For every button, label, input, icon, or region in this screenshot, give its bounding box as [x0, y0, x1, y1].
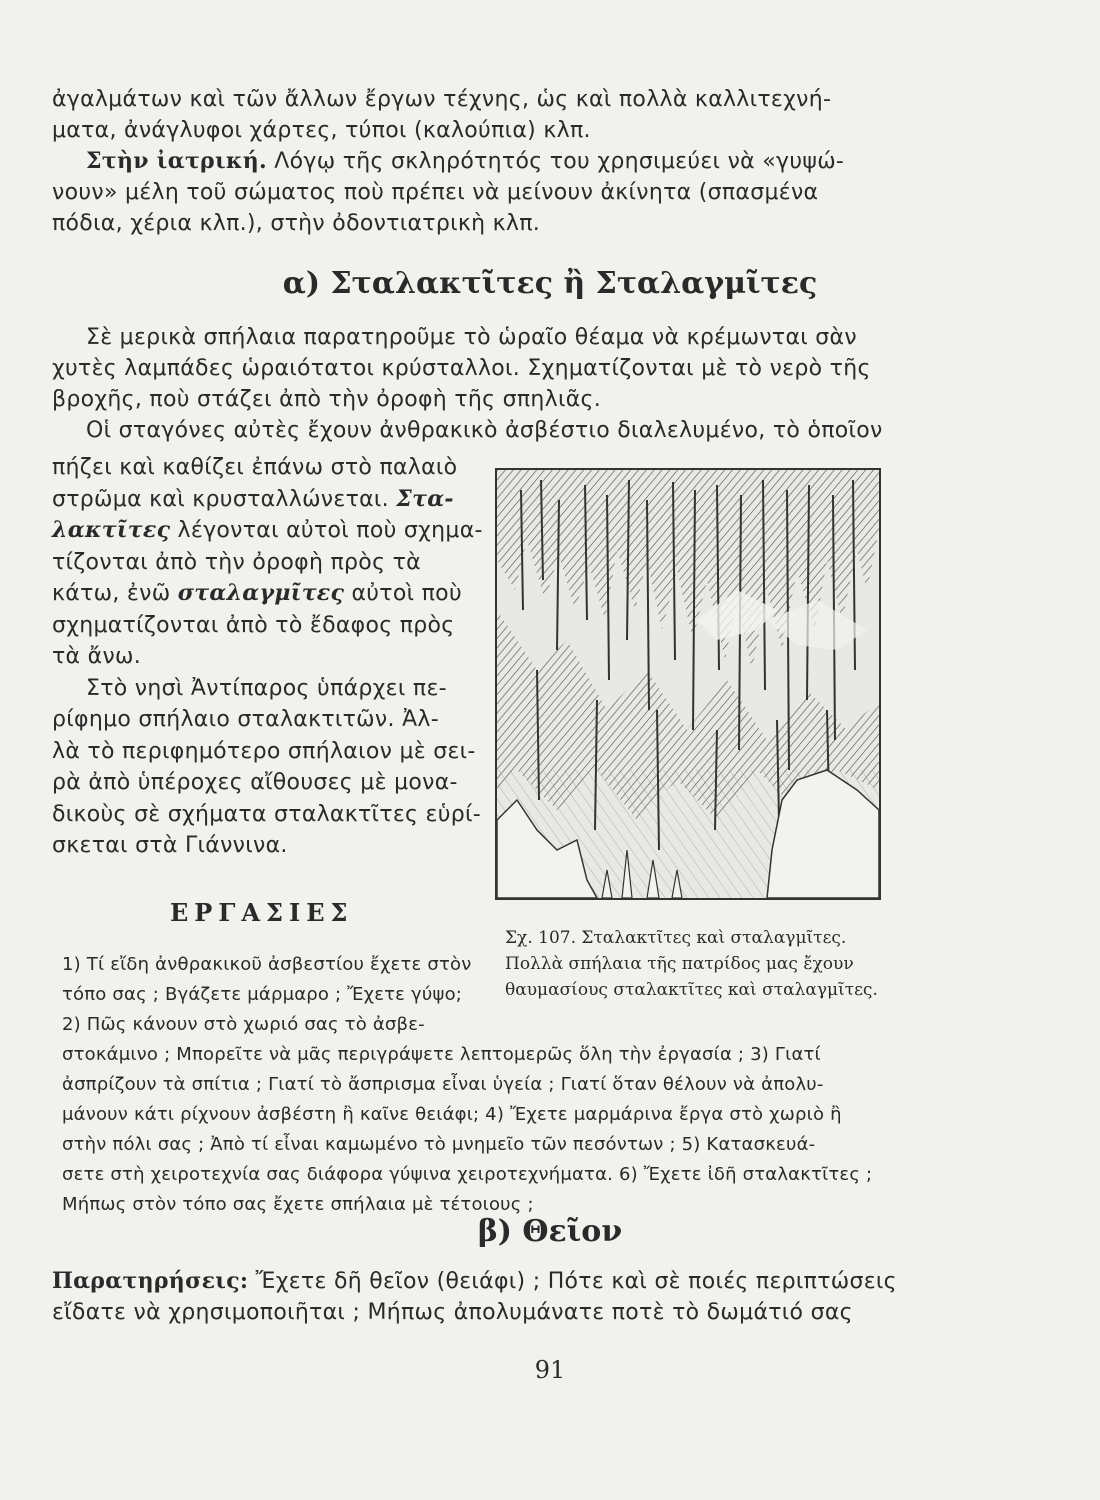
text-line: εἴδατε νὰ χρησιμοποιῆται ; Μήπως ἀπολυμάνατε ποτὲ τὸ δωμάτιό σας — [52, 1300, 853, 1325]
text-line: Σὲ μερικὰ σπήλαια παρατηροῦμε τὸ ὡραῖο θέαμα νὰ κρέμωνται σὰν — [86, 325, 857, 350]
text-line: δικοὺς σὲ σχήματα σταλακτῖτες εὑρί- — [52, 801, 482, 827]
section-a-column-text — [52, 452, 488, 862]
section-a-title: α) Σταλακτῖτες ἢ Σταλαγμῖτες — [282, 266, 818, 301]
text-span: Λόγῳ τῆς σκληρότητός του χρησιμεύει νὰ «γυψώ- — [266, 149, 845, 174]
text-line: λακτῖτες λέγονται αὐτοὶ ποὺ σχημα- — [52, 517, 483, 543]
section-a-paragraph-1 — [52, 322, 892, 446]
text-line: σκεται στὰ Γιάννινα. — [52, 833, 288, 858]
text-line: λὰ τὸ περιφημότερο σπήλαιον μὲ σει- — [52, 738, 476, 764]
text-line: τὰ ἄνω. — [52, 644, 142, 669]
stalactites-term: Στα- — [396, 485, 454, 512]
exercise-line: 1) Τί εἴδη ἀνθρακικοῦ ἀσβεστίου ἔχετε στὸν — [62, 954, 472, 975]
exercise-line: σετε στὴ χειροτεχνία σας διάφορα γύψινα χειροτεχνήματα. 6) Ἔχετε ἰδῆ σταλακτῖτες ; — [62, 1164, 873, 1185]
caption-line: Πολλὰ σπήλαια τῆς πατρίδος μας ἔχουν — [505, 954, 854, 974]
exercise-line: μάνουν κάτι ρίχνουν ἀσβέστη ἢ καῖνε θειάφι; 4) Ἔχετε μαρμάρινα ἔργα στὸ χωριὸ ἢ — [62, 1104, 842, 1125]
text-line: νουν» μέλη τοῦ σώματος ποὺ πρέπει νὰ μείνουν ἀκίνητα (σπασμένα — [52, 180, 819, 205]
section-b-title: β) Θεῖον — [477, 1214, 623, 1249]
stalactites-illustration — [495, 468, 881, 900]
exercises-heading: ΕΡΓΑΣΙΕΣ — [170, 898, 354, 927]
figure-caption — [505, 925, 897, 1003]
text-line: ρὰ ἀπὸ ὑπέροχες αἴθουσες μὲ μονα- — [52, 770, 458, 795]
text-line: σχηματίζονται ἀπὸ τὸ ἔδαφος πρὸς — [52, 612, 455, 638]
exercise-line: 2) Πῶς κάνουν στὸ χωριό σας τὸ ἀσβε- — [62, 1014, 425, 1035]
text-line: κάτω, ἐνῶ σταλαγμῖτες αὐτοὶ ποὺ — [52, 580, 462, 606]
stalactites-term-end: λακτῖτες — [52, 517, 171, 543]
observations-label: Παρατηρήσεις: — [52, 1268, 249, 1294]
text-line: Οἱ σταγόνες αὐτὲς ἔχουν ἀνθρακικὸ ἀσβέστιο διαλελυμένο, τὸ ὁποῖον — [86, 418, 883, 443]
text-line — [52, 146, 892, 177]
exercises-narrow — [62, 950, 482, 1040]
exercises-wide — [62, 1040, 902, 1220]
text-line: ρίφημο σπήλαιο σταλακτιτῶν. Ἀλ- — [52, 707, 439, 732]
exercise-line: τόπο σας ; Βγάζετε μάρμαρο ; Ἔχετε γύψο; — [62, 984, 463, 1005]
text-line: βροχῆς, ποὺ στάζει ἀπὸ τὴν ὀροφὴ τῆς σπηλιᾶς. — [52, 387, 602, 412]
caption-line: Σχ. 107. Σταλακτῖτες καὶ σταλαγμῖτες. — [505, 928, 847, 948]
exercise-line: στὴν πόλι σας ; Ἀπὸ τί εἶναι καμωμένο τὸ μνημεῖο τῶν πεσόντων ; 5) Κατασκευά- — [62, 1134, 816, 1155]
text-line: Παρατηρήσεις: Ἔχετε δῆ θεῖον (θειάφι) ; Πότε καὶ σὲ ποιές περιπτώσεις — [52, 1268, 897, 1294]
text-line: χυτὲς λαμπάδες ὡραιότατοι κρύσταλλοι. Σχηματίζονται μὲ τὸ νερὸ τῆς — [52, 356, 871, 381]
text-line: στρῶμα καὶ κρυσταλλώνεται. Στα- — [52, 485, 454, 512]
exercise-line: Μήπως στὸν τόπο σας ἔχετε σπήλαια μὲ τέτοιους ; — [62, 1194, 534, 1215]
text-line: ματα, ἀνάγλυφοι χάρτες, τύποι (καλούπια) κλπ. — [52, 118, 591, 143]
cave-drawing — [497, 470, 879, 898]
exercise-line: ἀσπρίζουν τὰ σπίτια ; Γιατί τὸ ἄσπρισμα εἶναι ὑγεία ; Γιατί ὅταν θέλουν νὰ ἀπολυ- — [62, 1074, 824, 1095]
text-line: πόδια, χέρια κλπ.), στὴν ὀδοντιατρικὴ κλπ. — [52, 211, 541, 236]
text-line: τίζονται ἀπὸ τὴν ὀροφὴ πρὸς τὰ — [52, 549, 421, 575]
observations-paragraph — [52, 1266, 897, 1328]
text-line: ἀγαλμάτων καὶ τῶν ἄλλων ἔργων τέχνης, ὡς καὶ πολλὰ καλλιτεχνή- — [52, 87, 832, 112]
caption-line: θαυμασίους σταλακτῖτες καὶ σταλαγμῖτες. — [505, 980, 878, 1000]
exercise-line: στοκάμινο ; Μπορεῖτε νὰ μᾶς περιγράψετε λεπτομερῶς ὅλη τὴν ἐργασία ; 3) Γιατί — [62, 1044, 821, 1065]
page-number: 91 — [534, 1356, 566, 1384]
medical-label: Στὴν ἰατρική. — [86, 148, 267, 174]
text-line: Στὸ νησὶ Ἀντίπαρος ὑπάρχει πε- — [86, 675, 447, 701]
text-line: πήζει καὶ καθίζει ἐπάνω στὸ παλαιὸ — [52, 455, 458, 480]
stalagmites-term: σταλαγμῖτες — [177, 580, 345, 606]
intro-paragraph — [52, 84, 892, 239]
